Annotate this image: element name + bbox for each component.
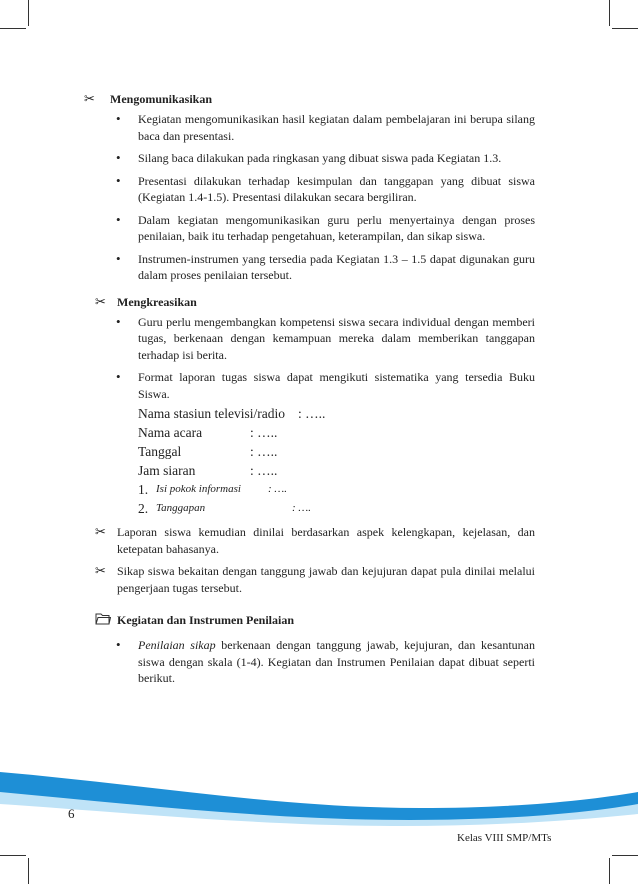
page-content xyxy=(84,91,536,693)
section-title: Mengomunikasikan xyxy=(110,92,213,106)
paragraph-text: Laporan siswa kemudian dinilai berdasarkan aspek kelengkapan, kejelasan, dan ketepatan bahasanya. xyxy=(117,525,535,556)
bullet-list-mengomunikasikan xyxy=(110,111,535,284)
form-label: Tanggal xyxy=(138,444,182,459)
crop-mark xyxy=(28,0,29,26)
scissors-icon: ✂ xyxy=(84,91,95,106)
form-label: Nama stasiun televisi/radio xyxy=(138,406,285,421)
bullet-list-kegiatan xyxy=(110,637,535,687)
form-value: : …. xyxy=(268,483,287,495)
section-title: Mengkreasikan xyxy=(117,294,197,309)
crop-mark xyxy=(0,855,26,856)
form-value: : ….. xyxy=(250,425,278,440)
scissors-icon: ✂ xyxy=(95,293,106,309)
folder-icon xyxy=(95,612,117,629)
paragraph-laporan xyxy=(95,524,535,557)
list-item-text: berkenaan dengan tanggung jawab, kejujuran, dan kesantunan siswa dengan skala (1-4). Kegiatan dan Instrumen Penilaian dapat dibuat seperti berikut. xyxy=(138,638,536,685)
form-value: : ….. xyxy=(250,463,278,478)
crop-mark xyxy=(609,858,610,884)
form-label: Jam siaran xyxy=(138,463,196,478)
list-item: • Instrumen-instrumen yang tersedia pada Kegiatan 1.3 – 1.5 dapat digunakan guru dalam proses penilaian tersebut. xyxy=(138,251,535,284)
form-row xyxy=(138,461,535,480)
section-title: Kegiatan dan Instrumen Penilaian xyxy=(117,613,295,627)
form-row xyxy=(138,442,535,461)
page-number: 6 xyxy=(68,806,75,821)
italic-term: Penilaian sikap xyxy=(138,638,216,652)
crop-mark xyxy=(612,855,638,856)
report-format xyxy=(138,404,535,518)
form-row xyxy=(138,499,535,518)
scissors-icon: ✂ xyxy=(95,563,106,578)
list-item: • Format laporan tugas siswa dapat mengikuti sistematika yang tersedia Buku Siswa. xyxy=(138,369,535,402)
form-number: 2. xyxy=(138,501,149,516)
crop-mark xyxy=(0,28,26,29)
form-value: : ….. xyxy=(250,444,278,459)
section-heading-kegiatan xyxy=(117,612,535,629)
form-row xyxy=(138,423,535,442)
section-heading-mengkreasikan xyxy=(95,293,535,310)
paragraph-text: Sikap siswa bekaitan dengan tanggung jawab dan kejujuran dapat pula dinilai melalui pengerjaan tugas tersebut. xyxy=(117,564,535,595)
list-item xyxy=(138,637,535,687)
form-label: Tanggapan xyxy=(156,502,206,514)
form-row xyxy=(138,404,535,423)
list-item: • Dalam kegiatan mengomunikasikan guru perlu menyertainya dengan proses penilaian, baik itu terhadap pengetahuan, keterampilan, dan sikap siswa. xyxy=(138,212,535,245)
section-heading-mengomunikasikan xyxy=(84,91,535,107)
footer-label: Kelas VIII SMP/MTs xyxy=(457,832,552,844)
form-value: : …. xyxy=(292,502,311,514)
bullet-list-mengkreasikan xyxy=(110,314,535,403)
list-item: • Kegiatan mengomunikasikan hasil kegiatan dalam pembelajaran ini berupa silang baca dan presentasi. xyxy=(138,111,535,144)
list-item: • Silang baca dilakukan pada ringkasan yang dibuat siswa pada Kegiatan 1.3. xyxy=(138,150,535,167)
form-row xyxy=(138,480,535,499)
crop-mark xyxy=(612,28,638,29)
crop-mark xyxy=(609,0,610,26)
footer-wave xyxy=(0,770,638,830)
form-label: Nama acara xyxy=(138,425,203,440)
list-item: • Presentasi dilakukan terhadap kesimpulan dan tanggapan yang dibuat siswa (Kegiatan 1.4-1.5). Presentasi dilakukan secara bergiliran. xyxy=(138,173,535,206)
wave-dark xyxy=(0,772,638,820)
form-number: 1. xyxy=(138,482,149,497)
crop-mark xyxy=(28,858,29,884)
scissors-icon: ✂ xyxy=(95,524,106,539)
form-value: : ….. xyxy=(298,406,326,421)
paragraph-sikap xyxy=(95,563,535,596)
list-item: • Guru perlu mengembangkan kompetensi siswa secara individual dengan memberi tugas, berkenaan dengan kemampuan mereka dalam memberikan tanggapan terhadap isi berita. xyxy=(138,314,535,364)
form-label: Isi pokok informasi xyxy=(156,483,241,495)
